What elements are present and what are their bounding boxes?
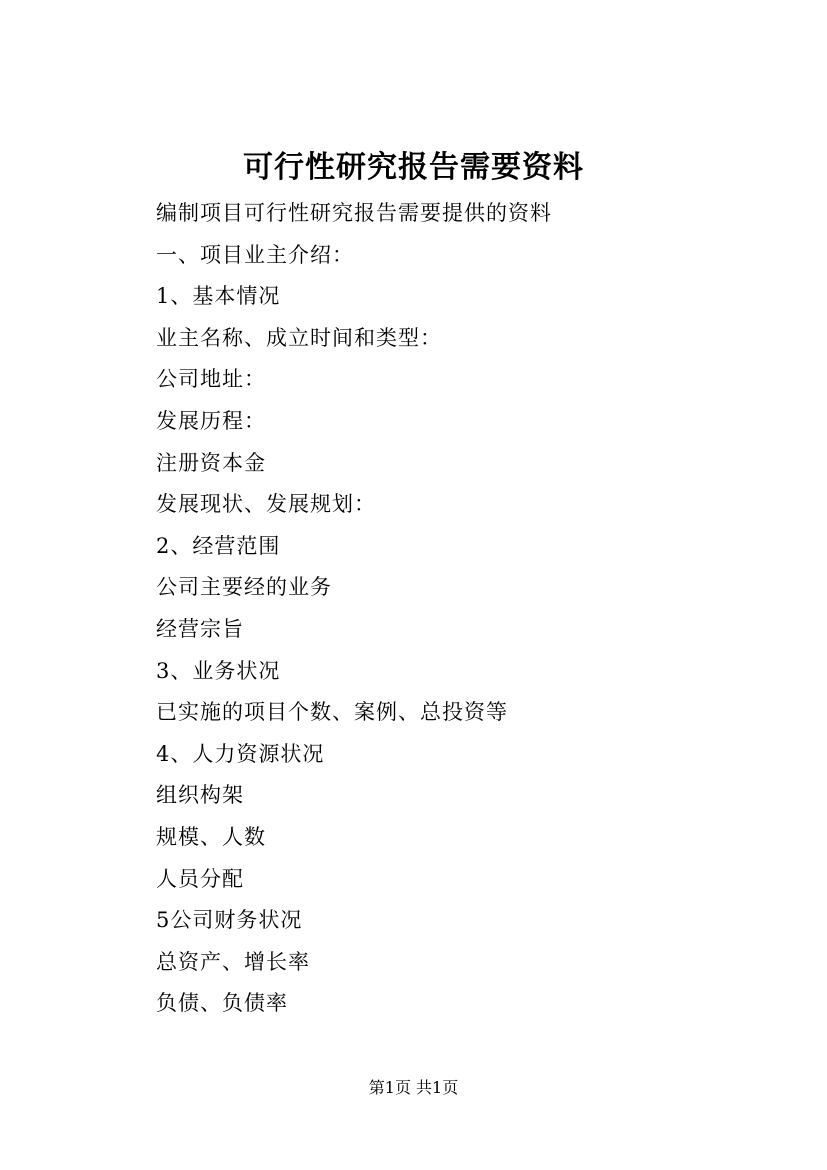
body-line: 组织构架 [156, 783, 244, 808]
body-line: 公司主要经的业务 [156, 575, 332, 600]
body-line: 经营宗旨 [156, 616, 244, 641]
body-line: 注册资本金 [156, 450, 266, 475]
subsection-heading: 2、经营范围 [156, 533, 281, 558]
document-title: 可行性研究报告需要资料 [243, 150, 584, 185]
subsection-heading: 1、基本情况 [156, 284, 281, 309]
body-line: 发展现状、发展规划： [156, 492, 376, 517]
body-line: 编制项目可行性研究报告需要提供的资料 [156, 201, 552, 225]
subsection-heading: 3、业务状况 [156, 658, 281, 683]
document-body [156, 193, 776, 1025]
body-line: 发展历程： [156, 408, 266, 433]
body-line: 公司地址： [156, 367, 266, 392]
section-heading: 一、项目业主介绍： [156, 242, 354, 267]
body-line: 负债、负债率 [156, 991, 288, 1016]
body-line: 人员分配 [156, 866, 244, 891]
subsection-heading: 4、人力资源状况 [156, 741, 325, 766]
body-line: 规模、人数 [156, 824, 266, 849]
body-line: 已实施的项目个数、案例、总投资等 [156, 700, 508, 725]
body-line: 总资产、增长率 [156, 949, 310, 974]
page-footer [0, 1076, 827, 1100]
page-number-label: 第1页 共1页 [368, 1078, 459, 1097]
body-line: 业主名称、成立时间和类型： [156, 325, 442, 350]
subsection-heading: 5公司财务状况 [156, 908, 303, 933]
